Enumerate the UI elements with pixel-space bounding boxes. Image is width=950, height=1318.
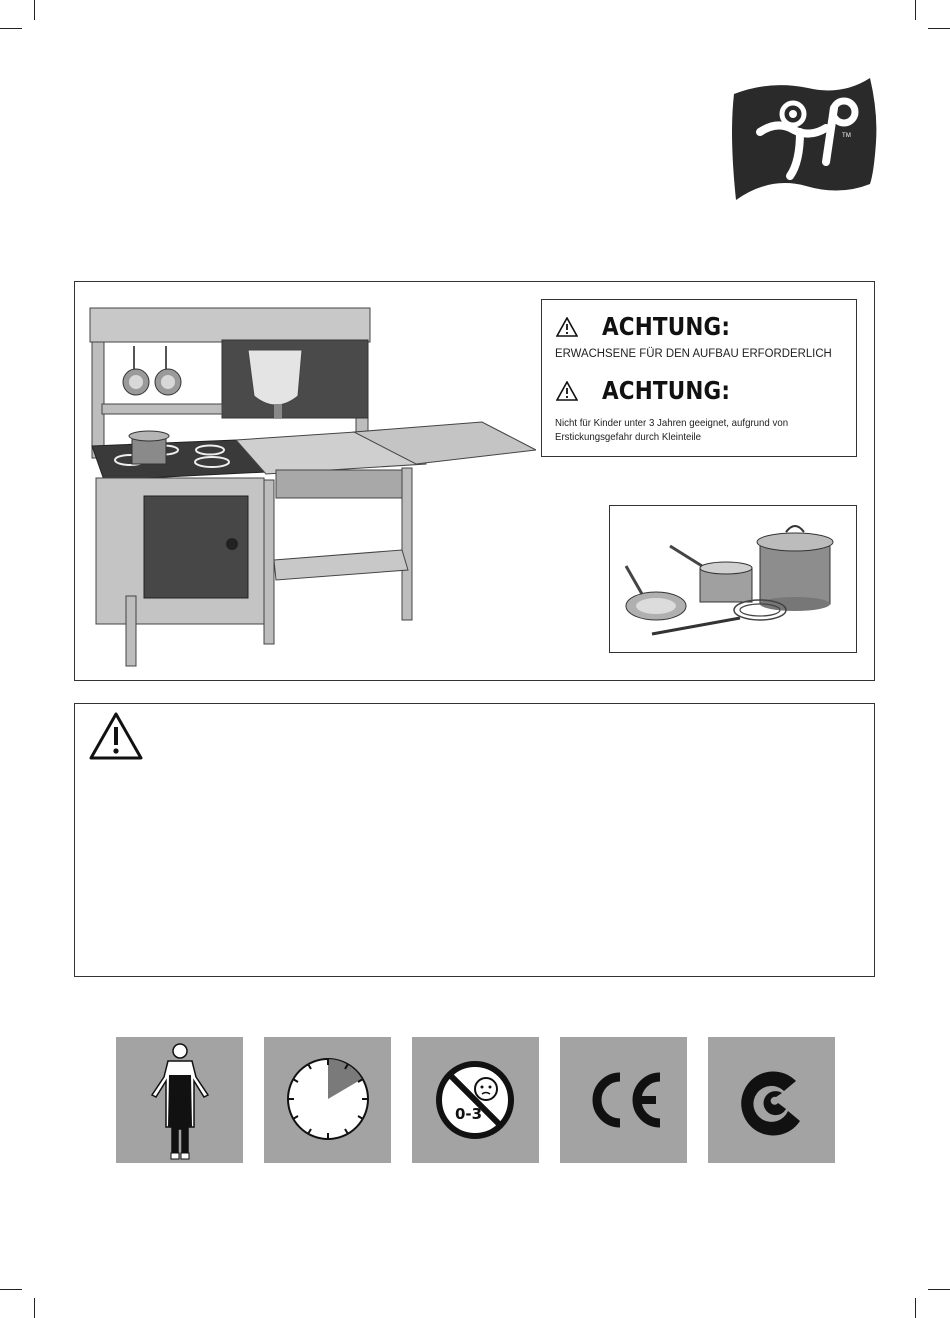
trademark-label: TM — [842, 133, 852, 139]
crop-mark — [34, 0, 35, 20]
crop-mark — [34, 1298, 35, 1318]
cookware-illustration — [610, 506, 856, 652]
warning-triangle-icon — [88, 711, 144, 761]
age-range-label: 0-3 — [455, 1105, 483, 1123]
brand-logo — [730, 72, 878, 204]
assembly-time-clock-icon — [264, 1037, 391, 1163]
crop-mark — [0, 28, 22, 29]
crop-mark — [928, 1289, 950, 1290]
crop-mark — [915, 1298, 916, 1318]
mud-kitchen-illustration — [86, 300, 536, 670]
warning-heading: ACHTUNG: — [602, 376, 731, 405]
warning-heading: ACHTUNG: — [602, 312, 731, 341]
outdoor-use-tile — [708, 1037, 835, 1163]
crop-mark — [915, 0, 916, 20]
cookware-box — [609, 505, 857, 653]
adult-assembly-icon — [116, 1037, 243, 1163]
warning-box — [541, 299, 857, 457]
warning-triangle-icon — [556, 381, 578, 401]
not-for-0-3-icon — [412, 1037, 539, 1163]
adult-assembly-warning: ERWACHSENE FÜR DEN AUFBAU ERFORDERLICH — [555, 346, 832, 360]
crop-mark — [928, 28, 950, 29]
sun-moon-outdoor-icon — [708, 1037, 835, 1163]
assembly-time-tile — [264, 1037, 391, 1163]
warning-triangle-icon — [556, 317, 578, 337]
adult-assembly-tile — [116, 1037, 243, 1163]
ce-mark-icon — [560, 1037, 687, 1163]
safety-instructions-panel — [74, 703, 875, 977]
age-warning-tile — [412, 1037, 539, 1163]
small-parts-warning: Nicht für Kinder unter 3 Jahren geeignet, aufgrund von Erstickungsgefahr durch Kleinteile — [555, 417, 789, 443]
ce-mark-tile — [560, 1037, 687, 1163]
crop-mark — [0, 1289, 22, 1290]
